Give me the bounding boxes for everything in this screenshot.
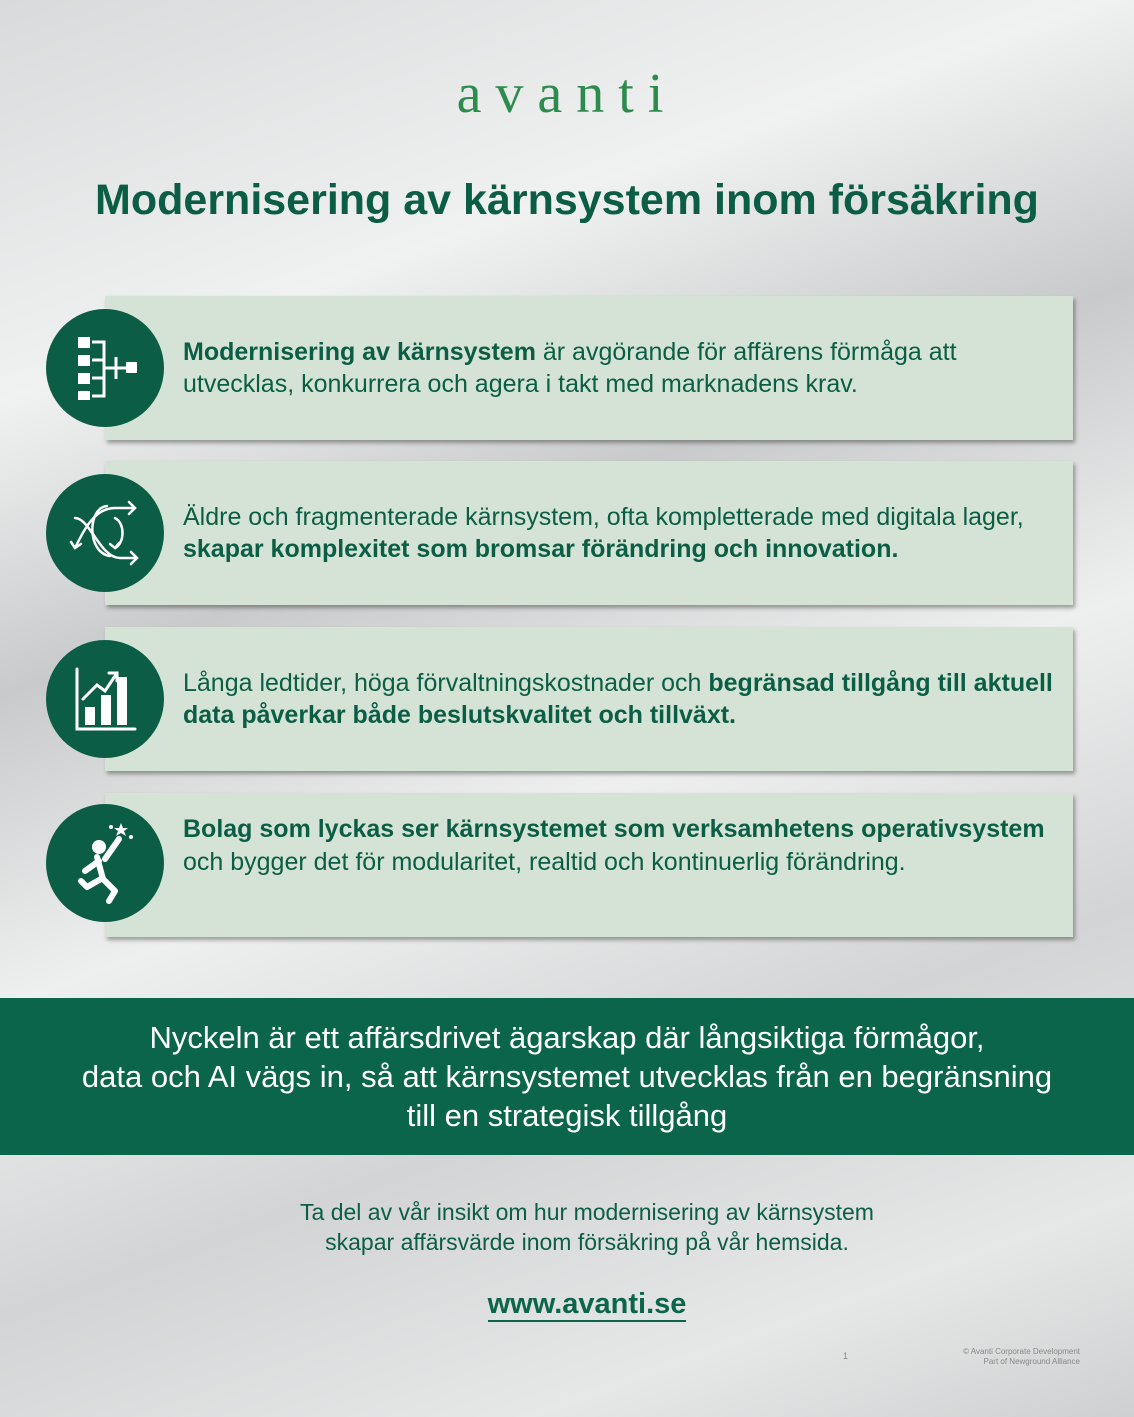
avanti-logo: avanti — [456, 63, 678, 125]
info-card-3 — [105, 627, 1073, 771]
banner-line-2: data och AI vägs in, så att kärnsystemet utvecklas från en begränsning — [81, 1059, 1053, 1094]
page-number: 1 — [843, 1351, 849, 1361]
hierarchy-icon — [46, 309, 164, 427]
card-3-text: Långa ledtider, höga förvaltningskostnader och begränsad tillgång till aktuell data påverkar både beslutskvalitet och tillväxt. — [183, 669, 1053, 729]
banner-line-3: till en strategisk tillgång — [406, 1098, 728, 1133]
key-message-banner — [0, 998, 1134, 1155]
card-1-text: Modernisering av kärnsystem är avgörande för affärens förmåga att utvecklas, konkurrera och agera i takt med marknadens krav. — [183, 338, 957, 398]
cta-line-2: skapar affärsvärde inom försäkring på vår hemsida. — [325, 1229, 849, 1255]
cta-line-1: Ta del av vår insikt om hur modernisering av kärnsystem — [300, 1199, 874, 1225]
alliance-text: Part of Newground Alliance — [983, 1357, 1080, 1366]
banner-line-1: Nyckeln är ett affärsdrivet ägarskap där långsiktiga förmågor, — [149, 1020, 985, 1055]
info-card-2 — [105, 461, 1073, 605]
info-card-1 — [105, 296, 1073, 440]
bar-chart-icon — [46, 640, 164, 758]
call-to-action — [0, 1197, 1134, 1257]
info-card-4 — [105, 793, 1073, 937]
website-link[interactable]: www.avanti.se — [487, 1288, 687, 1320]
page-title: Modernisering av kärnsystem inom försäkring — [95, 176, 1039, 224]
copyright-notice — [963, 1347, 1080, 1367]
card-2-text: Äldre och fragmenterade kärnsystem, ofta kompletterade med digitala lager, skapar komplexitet som bromsar förändring och innovation. — [183, 503, 1024, 563]
cycle-arrows-icon — [46, 474, 164, 592]
website-link-wrapper — [0, 1288, 1134, 1321]
card-4-text: Bolag som lyckas ser kärnsystemet som verksamhetens operativsystem och bygger det för modularitet, realtid och kontinuerlig förändring. — [183, 815, 1045, 876]
reaching-star-icon — [46, 804, 164, 922]
copyright-text: © Avanti Corporate Development — [963, 1347, 1080, 1356]
